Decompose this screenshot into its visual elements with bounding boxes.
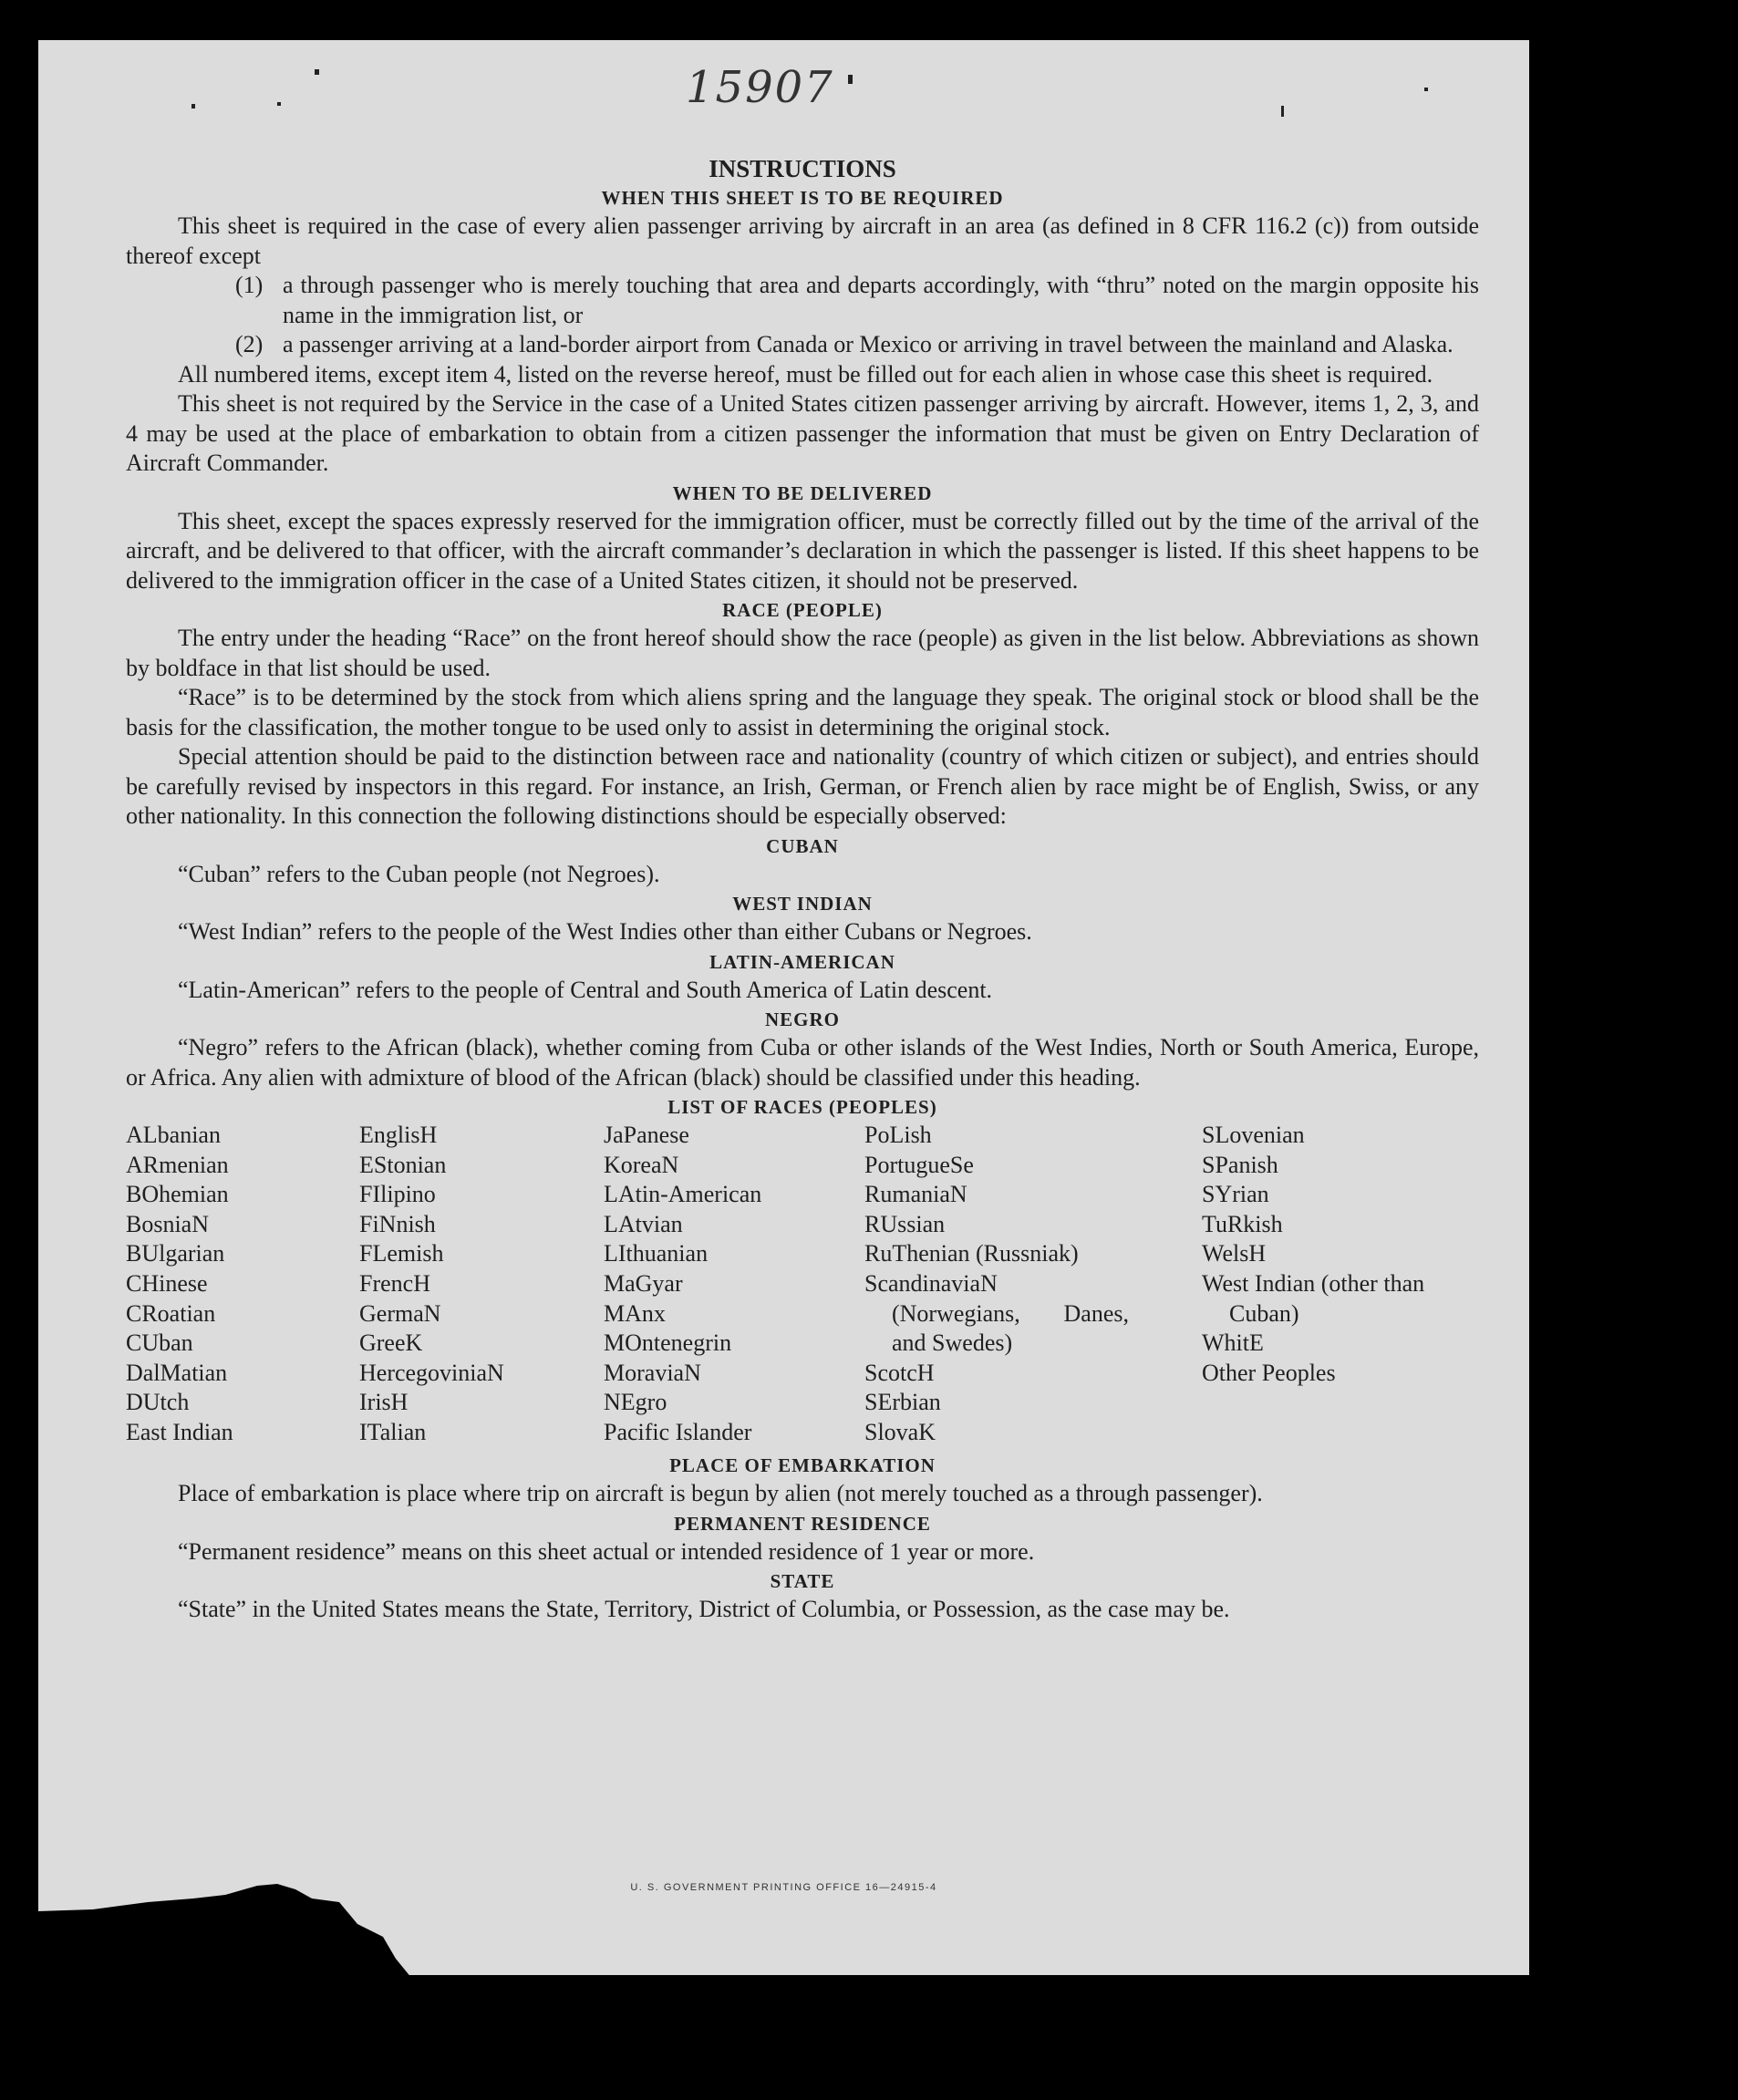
race-item: BosniaN: [126, 1210, 209, 1237]
race-item: ALbanian: [126, 1122, 221, 1148]
page-title: INSTRUCTIONS: [709, 155, 896, 182]
race-paragraph-2: “Race” is to be determined by the stock from which aliens spring and the language they speak. The original stock or blood shall be the basis for the classification, the mother tongue to be used only to assist in determining the original stock.: [126, 684, 1479, 740]
race-item: PortugueSe: [864, 1151, 974, 1178]
latin-american-text: “Latin-American” refers to the people of Central and South America of Latin descent.: [178, 976, 993, 1003]
race-item: SPanish: [1202, 1151, 1278, 1178]
race-item: RUssian: [864, 1210, 946, 1237]
races-column-1: [126, 1121, 233, 1448]
race-item: ITalian: [359, 1418, 427, 1445]
section-heading-delivered: WHEN TO BE DELIVERED: [672, 481, 933, 504]
cuban-text: “Cuban” refers to the Cuban people (not Negroes).: [178, 860, 660, 887]
race-item: West Indian (other than Cuban): [1202, 1269, 1425, 1327]
section-heading-race: RACE (PEOPLE): [722, 599, 883, 621]
race-item: WelsH: [1202, 1240, 1267, 1267]
exception-item: [235, 271, 1479, 330]
race-item: ARmenian: [126, 1151, 229, 1178]
race-item: FrencH: [359, 1269, 430, 1297]
state-text: “State” in the United States means the State, Territory, District of Columbia, or Possession, as the case may be.: [178, 1596, 1230, 1622]
item-text: a passenger arriving at a land-border airport from Canada or Mexico or arriving in travel between the mainland and Alaska.: [283, 331, 1454, 357]
race-paragraph-1: The entry under the heading “Race” on the front hereof should show the race (people) as given in the list below. Abbreviations as shown by boldface in that list should be used.: [126, 625, 1479, 681]
race-item: DalMatian: [126, 1359, 228, 1386]
races-column-5: [1202, 1121, 1434, 1388]
heading-latin-american: LATIN-AMERICAN: [709, 950, 895, 973]
race-item: LAtin-American: [604, 1181, 762, 1208]
race-item: ScotcH: [864, 1359, 935, 1386]
residence-text: “Permanent residence” means on this sheet actual or intended residence of 1 year or more.: [178, 1537, 1035, 1565]
race-item: ScandinaviaN (Norwegians, Danes, and Swedes): [864, 1269, 1129, 1357]
race-item: GreeK: [359, 1329, 423, 1357]
exception-item: [235, 330, 1479, 360]
race-item: RuThenian (Russniak): [864, 1240, 1079, 1267]
race-item: MAnx: [604, 1299, 666, 1327]
race-item: MoraviaN: [604, 1359, 701, 1386]
torn-corner: [38, 1882, 677, 2019]
race-item: SLovenian: [1202, 1122, 1305, 1148]
race-item: CHinese: [126, 1269, 208, 1297]
race-item: CRoatian: [126, 1299, 216, 1327]
heading-list-of-races: LIST OF RACES (PEOPLES): [667, 1096, 937, 1118]
handwritten-number: 15907: [686, 62, 834, 113]
race-item: SYrian: [1202, 1181, 1269, 1208]
item-number: (2): [235, 331, 264, 357]
race-item: NEgro: [604, 1389, 667, 1416]
race-item: East Indian: [126, 1418, 233, 1445]
race-paragraph-3: Special attention should be paid to the distinction between race and nationality (country of which citizen or subject), and entries should be carefully revised by inspectors in this regard. For instance, an Irish, German, or French alien by race might be of English, Swiss, or any other nationality. In this connection the following distinctions should be especially observed:: [126, 743, 1479, 829]
delivered-paragraph: This sheet, except the spaces expressly reserved for the immigration officer, must be correctly filled out by the time of the arrival of the aircraft, and be delivered to that officer, with the aircraft commander’s declaration in which the passenger is listed. If this sheet happens to be delivered to the immigration officer in the case of a United States citizen, it should not be preserved.: [126, 507, 1479, 594]
heading-state: STATE: [770, 1570, 835, 1592]
race-item: Pacific Islander: [604, 1418, 752, 1445]
race-item: RumaniaN: [864, 1181, 967, 1208]
speck: [315, 69, 319, 75]
race-item: HercegoviniaN: [359, 1359, 504, 1386]
race-item: EnglisH: [359, 1122, 438, 1148]
race-item: SErbian: [864, 1389, 941, 1416]
race-item: MOntenegrin: [604, 1329, 732, 1357]
races-column-4: [864, 1121, 1129, 1448]
heading-residence: PERMANENT RESIDENCE: [674, 1512, 931, 1535]
race-item: FLemish: [359, 1240, 444, 1267]
race-item: FIlipino: [359, 1181, 436, 1208]
embarkation-text: Place of embarkation is place where trip on aircraft is begun by alien (not merely touched as a through passenger).: [178, 1480, 1263, 1506]
heading-west-indian: WEST INDIAN: [732, 893, 873, 915]
citizen-paragraph: This sheet is not required by the Service in the case of a United States citizen passenger arriving by aircraft. However, items 1, 2, 3, and 4 may be used at the place of embarkation to obtain from a citizen passenger the information that must be given on Entry Declaration of Aircraft Commander.: [126, 390, 1479, 476]
race-item: BUlgarian: [126, 1240, 225, 1267]
race-item: PoLish: [864, 1122, 932, 1148]
numbered-items-paragraph: All numbered items, except item 4, listed on the reverse hereof, must be filled out for each alien in whose case this sheet is required.: [178, 360, 1433, 388]
race-item: GermaN: [359, 1299, 441, 1327]
race-item: LAtvian: [604, 1210, 683, 1237]
race-item: SlovaK: [864, 1418, 936, 1445]
race-item: BOhemian: [126, 1181, 229, 1208]
races-list: [126, 1121, 1479, 1451]
instructions-content: [126, 82, 1479, 1625]
race-item: CUban: [126, 1329, 193, 1357]
west-indian-text: “West Indian” refers to the people of the West Indies other than either Cubans or Negroes.: [178, 918, 1032, 945]
race-item: MaGyar: [604, 1269, 683, 1297]
printer-imprint: U. S. GOVERNMENT PRINTING OFFICE 16—24915-4: [630, 1882, 937, 1893]
race-item: Other Peoples: [1202, 1359, 1336, 1386]
race-item: JaPanese: [604, 1122, 689, 1148]
required-intro: This sheet is required in the case of every alien passenger arriving by aircraft in an area (as defined in 8 CFR 116.2 (c)) from outside thereof except: [126, 212, 1479, 269]
heading-cuban: CUBAN: [766, 834, 839, 857]
race-item: FiNnish: [359, 1210, 436, 1237]
race-item: LIthuanian: [604, 1240, 709, 1267]
section-heading-required: WHEN THIS SHEET IS TO BE REQUIRED: [601, 187, 1004, 209]
race-item: IrisH: [359, 1389, 409, 1416]
races-column-2: [359, 1121, 504, 1448]
item-number: (1): [235, 272, 264, 298]
race-item: EStonian: [359, 1151, 447, 1178]
item-text: a through passenger who is merely touching that area and departs accordingly, with “thru” noted on the margin opposite his name in the immigration list, or: [283, 272, 1479, 328]
race-item: WhitE: [1202, 1329, 1264, 1357]
race-item: TuRkish: [1202, 1210, 1283, 1237]
race-item: KoreaN: [604, 1151, 679, 1178]
negro-text: “Negro” refers to the African (black), whether coming from Cuba or other islands of the West Indies, North or South America, Europe, or Africa. Any alien with admixture of blood of the African (black) should be classified under this heading.: [126, 1034, 1479, 1091]
document-sheet: [38, 40, 1529, 1975]
race-item: DUtch: [126, 1389, 190, 1416]
races-column-3: [604, 1121, 761, 1448]
heading-embarkation: PLACE OF EMBARKATION: [669, 1454, 936, 1476]
heading-negro: NEGRO: [764, 1009, 840, 1030]
